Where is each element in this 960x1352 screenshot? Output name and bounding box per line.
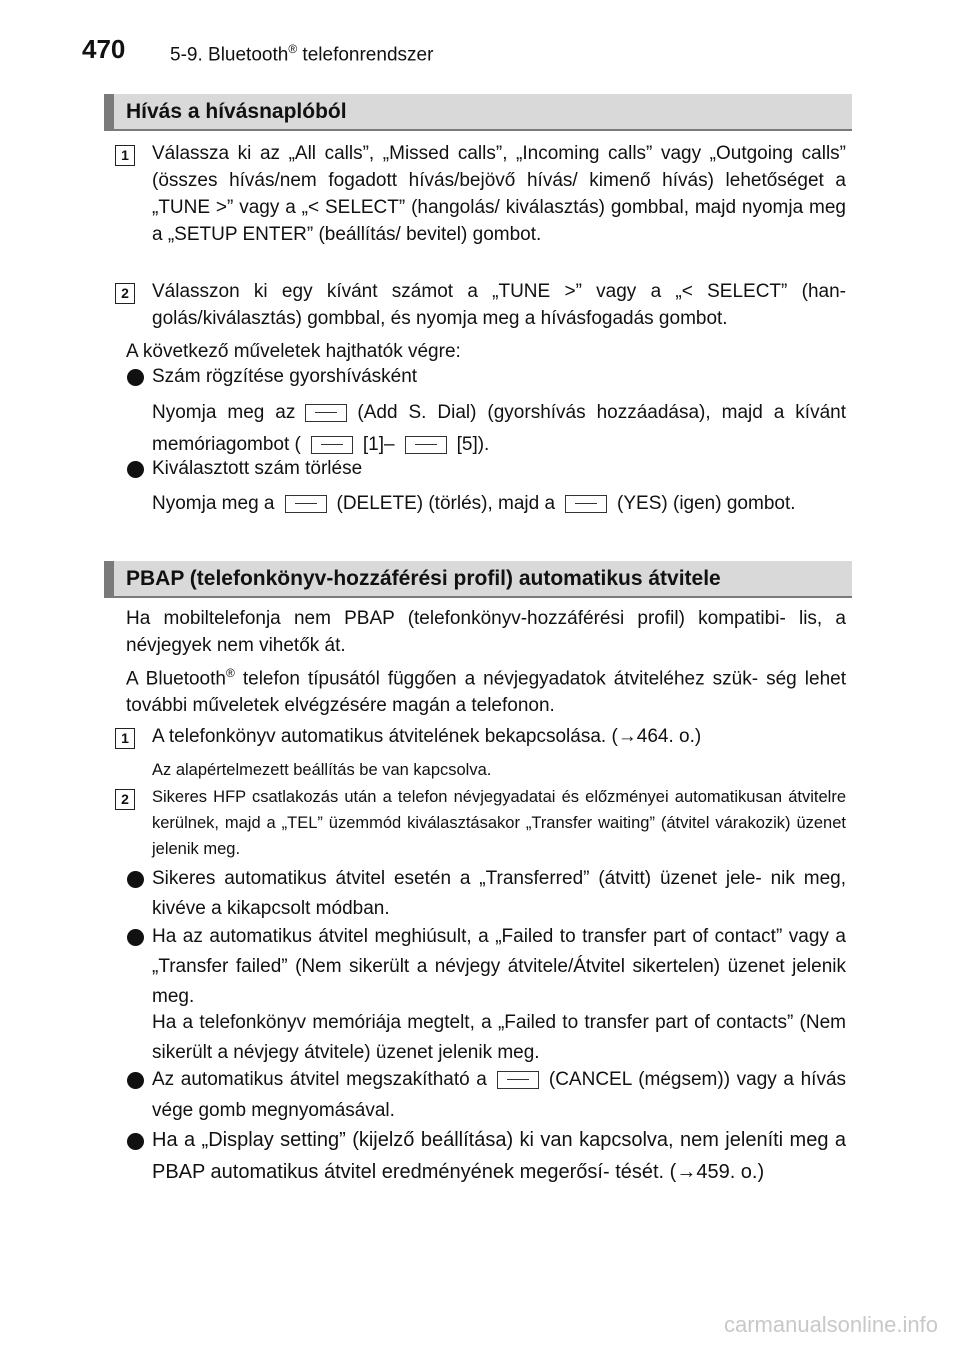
bullet bbox=[127, 461, 144, 478]
bullet-body: Nyomja meg a (DELETE) (törlés), majd a (YES) (igen) gombot. bbox=[152, 493, 796, 514]
bullet-body: Ha a „Display setting” (kijelző beállítása) ki van kapcsolva, nem jeleníti meg a PBAP automatikus átvitel eredményének megerősí- tését. (→459. o.) bbox=[152, 1129, 846, 1183]
step-badge: 2 bbox=[115, 789, 135, 810]
intro-text: A következő műveletek hajthatók végre: bbox=[126, 341, 461, 362]
button-icon bbox=[305, 404, 347, 422]
paragraph: A Bluetooth® telefon típusától függően a névjegyadatok átviteléhez szük- ség lehet további műveletek elvégzésére magán a telefonon. bbox=[126, 666, 846, 717]
button-icon bbox=[497, 1071, 539, 1089]
step-text: Válasszon ki egy kívánt számot a „TUNE >” vagy a „< SELECT” (han- golás/kiválasztás) gombbal, és nyomja meg a hívásfogadás gombot. bbox=[152, 281, 846, 329]
bullet bbox=[127, 369, 144, 386]
watermark: carmanualsonline.info bbox=[723, 1312, 938, 1337]
button-icon bbox=[405, 436, 447, 454]
bullet-title: Kiválasztott szám törlése bbox=[152, 458, 363, 479]
bullet-body: Ha az automatikus átvitel meghiúsult, a „Failed to transfer part of contact” vagy a „Transfer failed” (Nem sikerült a névjegy átvitele/Átvitel sikertelen) üzenet jelenik meg. bbox=[152, 926, 846, 1007]
bullet-body: Az automatikus átvitel megszakítható a (CANCEL (mégsem)) vagy a hívás vége gomb megnyomásával. bbox=[152, 1069, 847, 1121]
step-badge: 1 bbox=[115, 145, 135, 166]
note-text: Az alapértelmezett beállítás be van kapcsolva. bbox=[152, 761, 492, 779]
step-badge: 2 bbox=[115, 283, 135, 304]
bullet-body: Nyomja meg az (Add S. Dial) (gyorshívás hozzáadása), majd a kívánt memóriagombot ( [1]– [5]). bbox=[152, 402, 846, 455]
paragraph: Ha mobiltelefonja nem PBAP (telefonkönyv-hozzáférési profil) kompatibi- lis, a névjegyek nem vihetők át. bbox=[126, 608, 846, 656]
bullet bbox=[127, 1072, 144, 1089]
page-number: 470 bbox=[82, 34, 126, 64]
bullet bbox=[127, 929, 144, 946]
section-heading-call-log: Hívás a hívásnaplóból bbox=[104, 94, 852, 131]
bullet-title: Szám rögzítése gyorshívásként bbox=[152, 366, 418, 387]
section-heading-pbap: PBAP (telefonkönyv-hozzáférési profil) automatikus átvitele bbox=[104, 561, 852, 598]
chapter-title: 5-9. Bluetooth® telefonrendszer bbox=[170, 42, 434, 66]
bullet bbox=[127, 871, 144, 888]
button-icon bbox=[565, 495, 607, 513]
step-text: Sikeres HFP csatlakozás után a telefon névjegyadatai és előzményei automatikusan átvitelre kerülnek, majd a „TEL” üzemmód kiválasztásakor „Transfer waiting” (átvitel várakozik) üzenet jelenik meg. bbox=[152, 788, 846, 858]
bullet-body: Sikeres automatikus átvitel esetén a „Transferred” (átvitt) üzenet jele- nik meg, kivéve a kikapcsolt módban. bbox=[152, 868, 846, 919]
step-badge: 1 bbox=[115, 728, 135, 749]
button-icon bbox=[285, 495, 327, 513]
button-icon bbox=[311, 436, 353, 454]
step-text: A telefonkönyv automatikus átvitelének bekapcsolása. (→464. o.) bbox=[152, 726, 702, 747]
bullet bbox=[127, 1133, 144, 1150]
bullet-body: Ha a telefonkönyv memóriája megtelt, a „Failed to transfer part of contacts” (Nem sikerült a névjegy átvitele) üzenet jelenik meg. bbox=[152, 1012, 846, 1063]
step-text: Válassza ki az „All calls”, „Missed calls”, „Incoming calls” vagy „Outgoing calls” (összes hívás/nem fogadott hívás/bejövő hívás/ kimenő hívás) lehetőséget a „TUNE >” vagy a „< SELECT” (hangolás/ kiválasztás) gombbal, majd nyomja meg a „SETUP ENTER” (beállítás/ bevitel) gombot. bbox=[152, 143, 846, 245]
